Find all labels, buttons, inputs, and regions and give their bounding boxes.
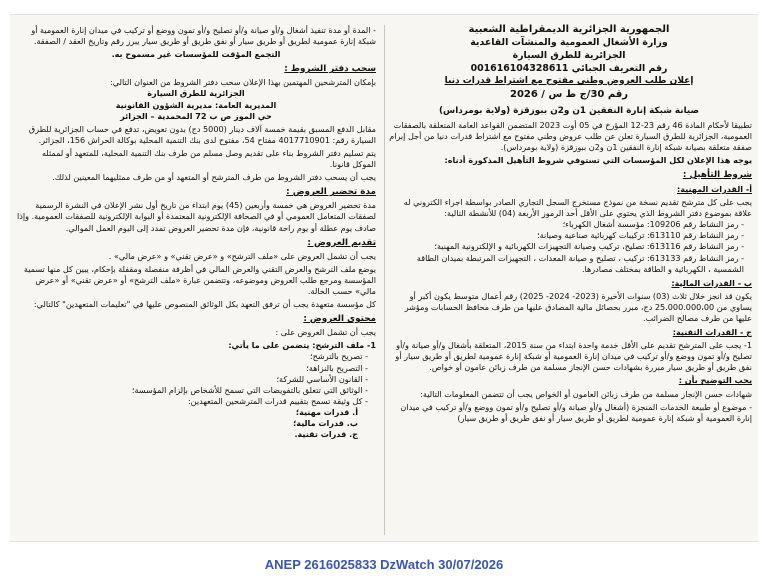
clarification-item: - موضوع أو طبيعة الخدمات المنجزة (أشغال و/أو صيانة و/أو تصليح و/أو تمون ووضع و/أو تركيب في ميدان إنارة العمومية أو شبكة إنارة عمومية لطريق أو طريق سيار أو نفق طريق أو طريق سيار) [400,401,752,423]
withdrawal-payment: مقابل الدفع المسبق بقيمة خمسة آلاف دينار (5000 دج) بدون تعويض، تدفع في حساب الجزائرية للطرق السيارة رقم: 4017710901 مفتاح 54، مفتوح لدى بنك التنمية المحلية بوكالة الحراش 156، الجزائر. [28,123,376,145]
grouping-note: التجمع المؤقت للمؤسسات غير مسموح به. [111,49,281,60]
continued-clarification: - المدة أو مدة تنفيذ أشغال و/أو صيانة و/أو تصليح و/أو تمون ووضع أو تركيب في ميدان إنارة العمومية أو شبكة إنارة عمومية لطريق أو طريق سيار أو نفق طريق أو طريق سيار يبرز رقم وتاريخ العقد / الصفقة. [31,25,376,47]
section-content: محتوى العروض : [303,314,376,325]
activity-code-item: - رمز النشاط رقم 613116: تصليح، تركيب وصيانة التجهيزات الكهربائية و الإلكترونية المهنية؛ [434,241,744,252]
clarification-title: يجب التوضيح بأن : [678,375,752,386]
newspaper-clipping [10,14,758,542]
subsection-financial: ب - القدرات المالية: [671,277,752,288]
section-withdrawal: سحب دفتر الشروط : [284,64,376,75]
candidacy-items [16,351,376,406]
preparation-period-text: مدة تحضير العروض هي خمسة وأربعين (45) يوم ابتداء من تاريخ أول نشر الإعلان في النشرة الرسمية لصفقات المتعامل العمومي أو في الصحافة الإلكترونية المعتمدة أو البوابة الإلكترونية للصفقات العمومية. وإذا صادف يوم عطلة أو يوم راحة قانونية، فإن مدة تحضير العروض تمدد إلى اليوم العمل الموالي. [16,200,376,233]
subsection-professional: أ- القدرات المهنية: [677,183,752,194]
submission-text: يجب أن تشمل العروض على «ملف الترشح» و «عرض تقني» و «عرض مالي» . [108,250,376,261]
intro-paragraph: تطبيقا لأحكام المادة 46 رقم 23-12 المؤرخ في 05 أوت 2023 المتضمن القواعد العامة المتعلقة بالصفقات العمومية، الجزائرية للطرق السيارة تعلن عن طلب عروض وطني مفتوح مع اشتراط قدرات دنيا من أجل إبرام صفقة متعلقة بصيانة شبكة إنارة النفقين 1ن و2ن ببوزقزة (ولاية بومرداس). [389,119,752,152]
column-divider [384,25,385,535]
activity-code-item: - رمز النشاط رقم 109206: مؤسسة أشغال الكهرباء؛ [562,219,744,230]
section-preparation-period: مدة تحضير العروض : [286,187,376,198]
submission-envelopes: يوضع ملف الترشح والعرض التقني والعرض المالي في أظرفة منفصلة ومقفلة بإحكام، يبين كل منها تسمية المؤسسة ومرجع طلب العروض وموضوعه، وتتضمن عبارة «ملف الترشح» أو «عرض تقني» أو «عرض مالي» حسب الحالة. [23,263,376,296]
withdrawal-text: بإمكان المترشحين المهتمين بهذا الإعلان سحب دفتر الشروط من العنوان التالي: [110,77,376,88]
header-agency: الجزائرية للطرق السيارة [512,50,626,61]
activity-code-list [386,219,752,274]
list-item: أ. قدرات مهنية؛ [295,406,358,417]
activity-code-item: - رمز النشاط رقم 613110: تركيبات كهربائية صناعية وصيانة؛ [537,230,744,241]
notice-reference: رقم 30/ج ط س / 2026 [509,88,629,100]
withdrawal-address-line: الجزائرية للطرق السيارة [147,88,245,99]
header-tax-id: رقم التعريف الجبائي 001616104328611 [470,63,668,74]
left-column [16,23,376,539]
section-submission: تقديم العروض : [307,237,376,248]
financial-text: يكون قد انجز خلال ثلاث (03) سنوات الأخيرة (2023- 2024- 2025) رقم أعمال متوسط يكون أكبر أو يساوي من 25.000.000،00 دج، مبرر بحصائل مالية المصادق عليها من طرف محافظ الحسابات ومؤشر عليها من طرف مصالح الضرائب. [404,290,752,323]
withdrawal-address-line: المديرية العامة: مديرية الشؤون القانونية [115,99,277,110]
capability-items [16,407,376,440]
clarification-text: شهادات حسن الإنجاز مسلمة من طرف زبائن العامون أو الخواص يجب أن تتضمن المعلومات التالية: [420,388,752,399]
technical-text: 1- يجب على المترشح تقديم على الأقل خدمة واحدة ابتداء من سنة 2015، المتعلقة بأشغال و/أو صيانة و/أو تصليح و/أو تمون ووضع و/أو تركيب في ميدان إنارة العمومية أو شبكة إنارة عمومية لطريق أو طريق سيار أو نفق طريق أو طريق سيار مبررة بشهادات حسن الإنجاز مسلمة من طرف زبائن عامون أو خواص. [395,340,752,373]
list-item: ب. قدرات مالية؛ [293,418,358,428]
withdrawal-address-line: حي الموز ص ب 72 المحمدية – الجزائر [120,110,272,121]
withdrawal-who: يجب أن يسحب دفتر الشروط من طرف المترشح أو المتعهد أو من طرف ممثليهما المعينين لذلك. [52,172,376,183]
list-item: ج. قدرات تقنية. [294,429,358,440]
list-item: - تصريح بالترشح؛ [310,351,368,362]
right-column [386,23,752,539]
list-item: - القانون الأساسي للشركة؛ [276,373,368,384]
content-candidacy-file: 1- ملف الترشح: يتضمن على ما يأتي: [228,340,376,351]
header-ministry: وزارة الأشغال العمومية والمنشآت القاعدية [470,37,668,48]
footer-watermark: ANEP 2616025833 DzWatch 30/07/2026 [264,557,504,572]
section-qualification: شروط التأهيل : [682,169,752,180]
subsection-technical: ج - القدرات التقنية: [672,327,752,338]
withdrawal-delivery: يتم تسليم دفتر الشروط بناء على تقديم وصل مسلم من طرف بنك التنمية المحلية، للمتعهد أو لممثله الموكل قانونا. [41,147,376,170]
list-item: - الوثائق التي تتعلق بالتفويضات التي تسمح للأشخاص بإلزام المؤسسة؛ [131,384,368,395]
submission-documents: كل مؤسسة متعهدة يجب أن ترفق التعهد بكل الوثائق المنصوص عليها في "تعليمات المتعهدين" كالتالي: [33,299,376,310]
intro-note: يوجه هذا الإعلان لكل المؤسسات التي تستوفي شروط التأهيل المذكورة أدناه: [444,154,752,165]
activity-code-item: - رمز النشاط رقم 613133: تركيب ، تصليح و صيانة المعدات ، التجهيزات المرتبطة بميدان الطاقة الشمسية ، الكهربائية و الطاقة بمختلف مصادرها. [416,252,744,274]
notice-subject: صيانة شبكة إنارة النفقين 1ن و2ن ببوزقزة (ولاية بومرداس) [439,105,699,116]
notice-title: إعلان طلب العروض وطني مفتوح مع اشتراط قدرات دنيا [444,76,694,86]
list-item: - التصريح بالنزاهة؛ [306,362,368,373]
list-item: - كل وثيقة تسمح بتقييم قدرات المترشحين المتعهدين: [187,395,368,406]
professional-text: يجب على كل مترشح تقديم نسخة من نموذج مستخرج السجل التجاري الصادر بواسطة اجراء الكتروني له علاقة بموضوع دفتر الشروط الذي يحتوي على الأقل أحد الرموز الأربعة (04) للأنشطة التالية: [403,197,752,219]
header-republic: الجمهورية الجزائرية الديمقراطية الشعبية [468,24,670,35]
content-intro: يجب أن تشمل العروض على : [275,327,376,338]
